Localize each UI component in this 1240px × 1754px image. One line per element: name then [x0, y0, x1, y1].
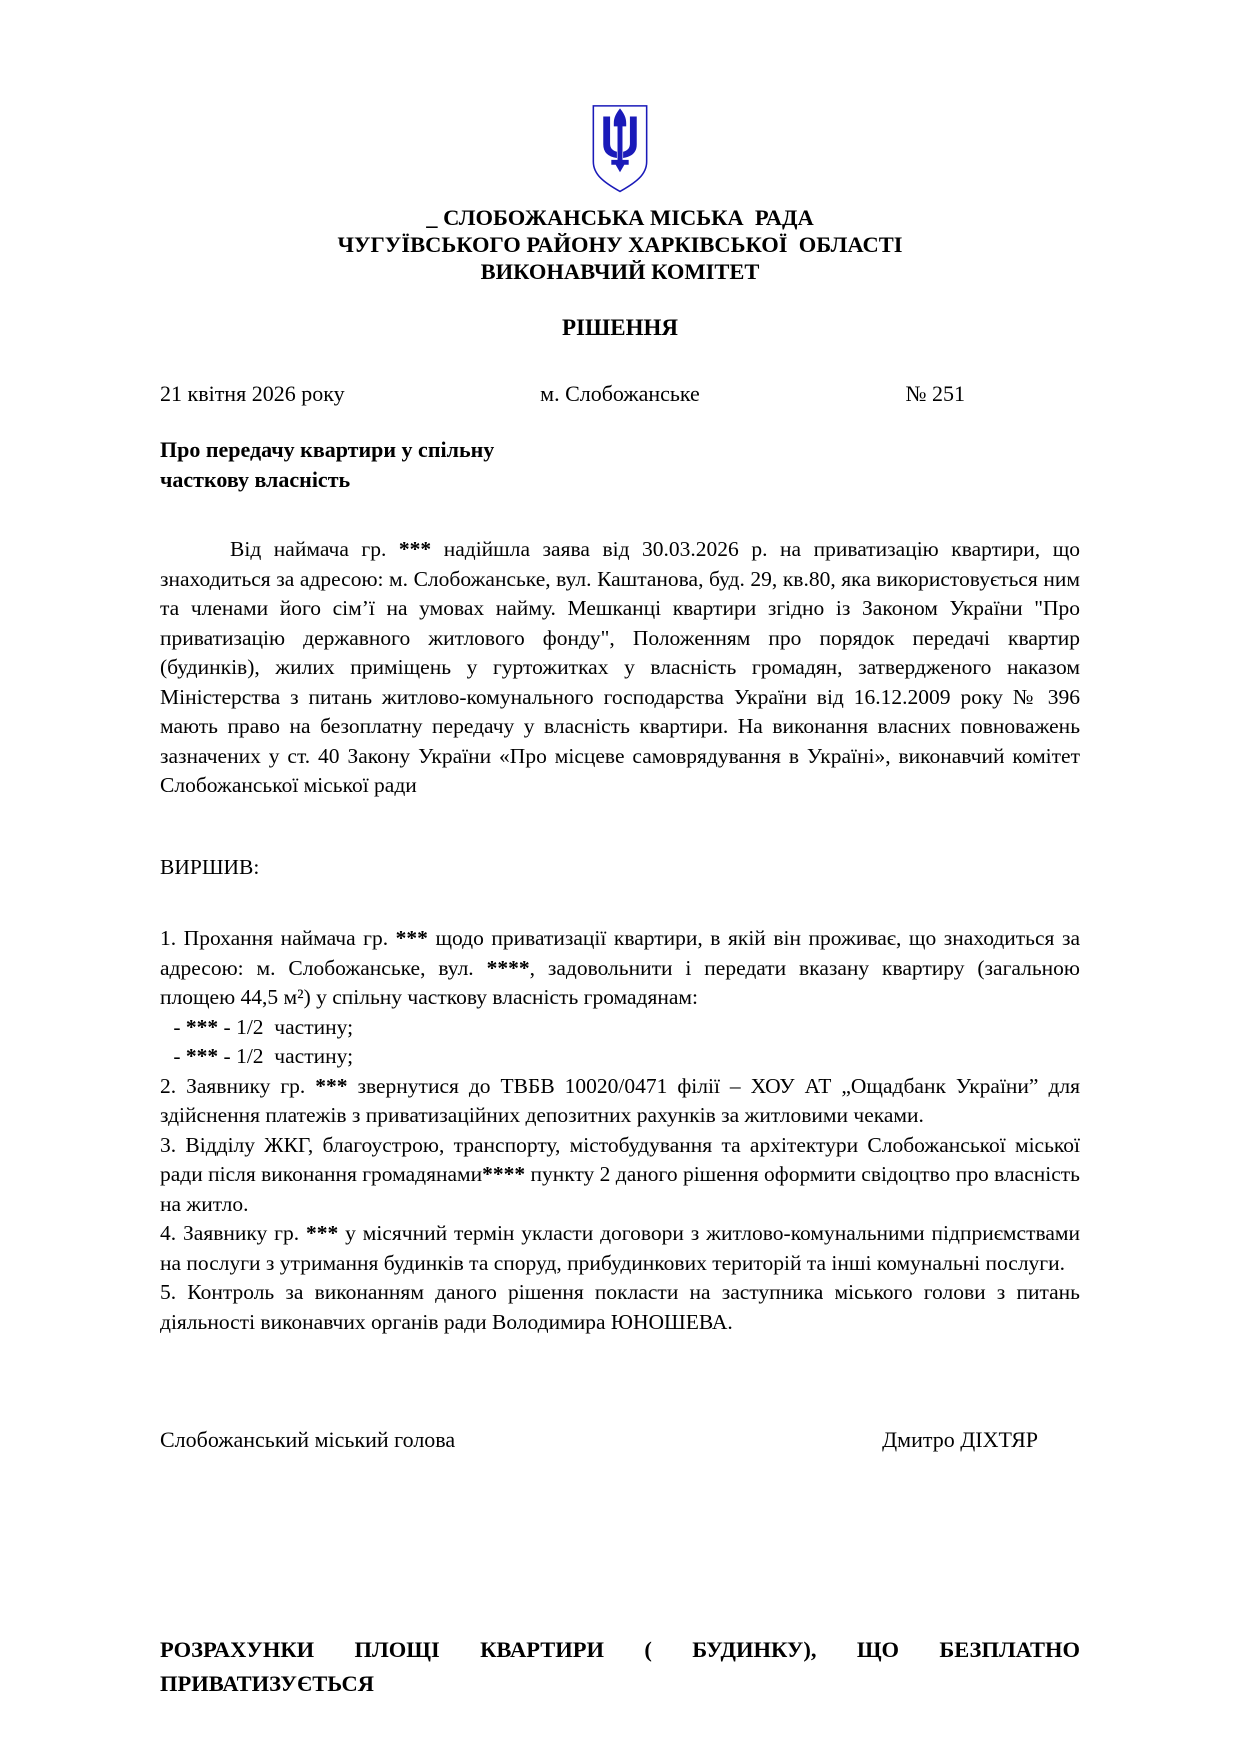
subject-line-1: Про передачу квартири у спільну: [160, 437, 495, 462]
decision-date: 21 квітня 2026 року: [160, 381, 345, 406]
item-text: 3. Відділу ЖКГ, благоустрою, транспорту, містобудування та архітектури Слобожанської міської ради після виконання громадянами: [160, 1132, 1080, 1186]
subitem-share: - 1/2 частину;: [218, 1014, 354, 1039]
redacted-names: ****: [482, 1162, 526, 1186]
item-text: щодо приватизації квартири, в якій він проживає, що знаходиться за адресою: м. Слобожанське, вул.: [160, 926, 1080, 980]
emblem-container: [160, 104, 1080, 194]
resolution-word: ВИРШИВ:: [160, 854, 260, 879]
item-text: звернутися до ТВБВ 10020/0471 філії – ХОУ АТ „Ощадбанк України” для здійснення платежів з приватизаційних депозитних рахунків за житловими чеками.: [160, 1073, 1081, 1127]
redacted-name: ***: [398, 537, 432, 561]
document-title: РІШЕННЯ: [562, 315, 678, 340]
resolution-item-1: [160, 924, 1080, 1013]
subitem-share: - 1/2 частину;: [218, 1044, 354, 1068]
decision-place: м. Слобожанське: [540, 381, 700, 406]
item-text: 1. Прохання наймача гр.: [160, 926, 396, 950]
resolution-item-3: [160, 1131, 1080, 1220]
resolution-subitem-2: [160, 1042, 1080, 1072]
resolution-list: [160, 924, 1080, 1337]
redacted-name: ***: [185, 1044, 219, 1068]
subitem-dash: -: [168, 1044, 186, 1068]
district-region-name: ЧУГУЇВСЬКОГО РАЙОНУ ХАРКІВСЬКОЇ ОБЛАСТІ: [337, 232, 903, 257]
decision-number: № 251: [905, 381, 965, 406]
preamble-text: Від наймача гр.: [230, 537, 399, 561]
meta-row: [160, 379, 1080, 409]
redacted-name: ***: [395, 926, 428, 950]
item-text: 5. Контроль за виконанням даного рішення покласти на заступника міського голови з питань діяльності виконавчих органів ради Володимира ЮНОШЕВА.: [160, 1280, 1080, 1334]
redacted-street: ****: [486, 955, 530, 980]
resolution-item-5: [160, 1278, 1080, 1337]
resolution-subitem-1: [160, 1013, 1080, 1043]
redacted-name: ***: [305, 1221, 339, 1245]
resolution-item-4: [160, 1219, 1080, 1278]
ukraine-trident-emblem-icon: [589, 104, 651, 194]
signatory-name: Дмитро ДІХТЯР: [882, 1427, 1038, 1452]
signatory-position: Слобожанський міський голова: [160, 1427, 456, 1452]
redacted-name: ***: [315, 1073, 348, 1098]
annex-heading-line-2: ПРИВАТИЗУЄТЬСЯ: [160, 1671, 375, 1696]
council-name: _ СЛОБОЖАНСЬКА МІСЬКА РАДА: [426, 205, 814, 230]
preamble-paragraph: [160, 535, 1080, 801]
item-text: , задовольнити і передати вказану квартиру (загальною площею 44,5 м²) у спільну часткову власність громадянам:: [160, 955, 1080, 1009]
annex-heading-line-1: РОЗРАХУНКИ ПЛОЩІ КВАРТИРИ ( БУДИНКУ), ЩО БЕЗПЛАТНО: [160, 1637, 1080, 1662]
subject-line-2: часткову власність: [160, 467, 351, 492]
annex-heading: [160, 1633, 1080, 1701]
letterhead: [160, 204, 1080, 285]
item-text: 2. Заявнику гр.: [160, 1073, 316, 1098]
resolution-item-2: [160, 1072, 1080, 1131]
subitem-dash: -: [168, 1014, 186, 1039]
signature-row: [160, 1425, 1080, 1455]
item-text: пункту 2 даного рішення оформити свідоцтво про власність на житло.: [160, 1162, 1080, 1216]
item-text: 4. Заявнику гр.: [160, 1221, 306, 1245]
preamble-text-continued: надійшла заява від 30.03.2026 р. на приватизацію квартири, що знаходиться за адресою: м. Слобожанське, вул. Каштанова, буд. 29, кв.80, яка використовується ним та членами його сім’ї на умовах найму. Мешканці квартири згідно із Законом України "Про приватизацію державного житлового фонду", Положенням про порядок передачі квартир (будинків), жилих приміщень у гуртожитках у власність громадян, затвердженого наказом Міністерства з питань житлово-комунального господарства України від 16.12.2009 року № 396 мають право на безоплатну передачу у власність квартири. На виконання власних повноважень зазначених у ст. 40 Закону України «Про місцеве самоврядування в Україні», виконавчий комітет Слобожанської міської ради: [160, 537, 1080, 797]
subject-heading: [160, 435, 1080, 495]
item-text: у місячний термін укласти договори з житлово-комунальними підприємствами на послуги з утримання будинків та споруд, прибудинкових територій та інші комунальні послуги.: [160, 1221, 1080, 1275]
executive-committee-name: ВИКОНАВЧИЙ КОМІТЕТ: [480, 259, 760, 284]
redacted-name: ***: [185, 1014, 219, 1039]
